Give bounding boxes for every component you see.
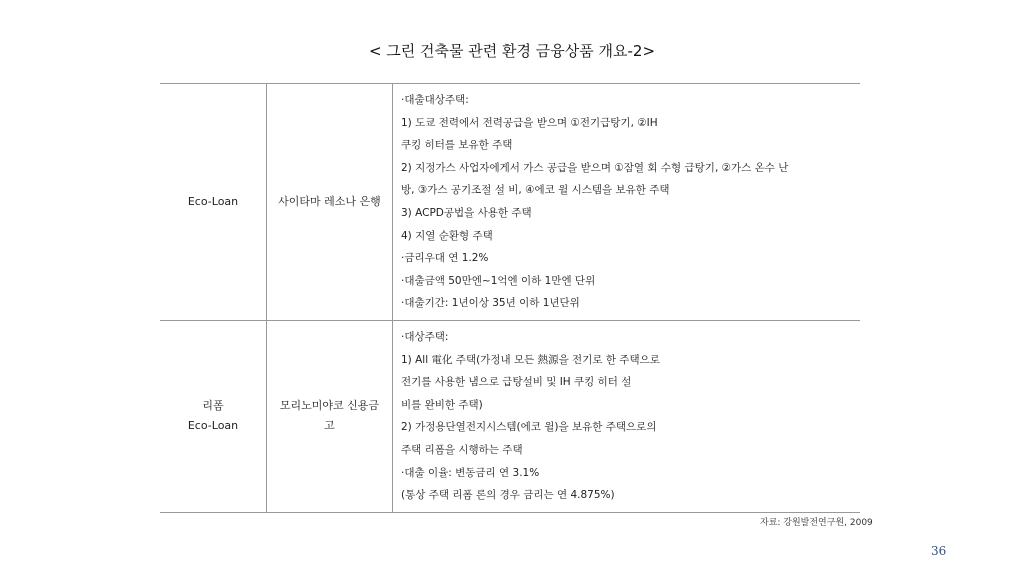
detail-line: (통상 주택 리폼 론의 경우 금리는 연 4.875%)	[401, 489, 615, 502]
detail-line: 2) 가정용단열전지시스템(에코 윌)을 보유한 주택으로의	[401, 421, 657, 434]
loan-products-table	[160, 83, 860, 513]
detail-line: 주택 리폼을 시행하는 주택	[401, 443, 523, 456]
detail-line: 1) All 電化 주택(가정내 모든 熱源을 전기로 한 주택으로	[401, 353, 660, 366]
detail-line: 2) 지정가스 사업자에게서 가스 공급을 받으며 ①잠열 회 수형 급탕기, ②가스 온수 난	[401, 161, 789, 174]
detail-line: 3) ACPD공법을 사용한 주택	[401, 206, 532, 219]
detail-line: ·대출 이율: 변동금리 연 3.1%	[401, 466, 540, 479]
product-name: Eco-Loan	[187, 194, 239, 208]
detail-line: 비를 완비한 주택)	[401, 398, 483, 411]
detail-line: ·금리우대 연 1.2%	[401, 252, 489, 265]
details-cell	[393, 320, 861, 512]
detail-line: 방, ③가스 공기조절 설 비, ④에코 윌 시스템을 보유한 주택	[401, 184, 670, 197]
product-name-cell	[160, 320, 267, 512]
detail-line: 1) 도쿄 전력에서 전력공급을 받으며 ①전기급탕기, ②IH	[401, 116, 658, 129]
product-name: Eco-Loan	[187, 419, 239, 433]
bank-name-cell	[267, 84, 393, 321]
product-name-cell	[160, 84, 267, 321]
page-number: 36	[931, 544, 947, 558]
detail-line: ·대출기간: 1년이상 35년 이하 1년단위	[401, 297, 580, 310]
detail-line: ·대출금액 50만엔~1억엔 이하 1만엔 단위	[401, 274, 596, 287]
detail-line: ·대출대상주택:	[401, 94, 469, 106]
detail-line: ·대상주택:	[401, 330, 449, 343]
table-row	[160, 320, 860, 512]
detail-line: 쿠킹 히터를 보유한 주택	[401, 139, 513, 152]
details-cell	[393, 84, 861, 321]
slide-title: < 그린 건축물 관련 환경 금융상품 개요-2>	[368, 42, 656, 60]
source-note: 자료: 강원발전연구원, 2009	[760, 518, 873, 528]
bank-name: 사이타마 레소나 은행	[278, 194, 381, 208]
bank-name-cell	[267, 320, 393, 512]
bank-name: 고	[324, 419, 335, 433]
detail-line: 전기를 사용한 냄으로 급탕설비 및 IH 쿠킹 히터 설	[401, 376, 632, 389]
detail-line: 4) 지열 순환형 주택	[401, 229, 493, 242]
bank-name: 모리노미야코 신용금	[279, 399, 380, 413]
table-row	[160, 84, 860, 321]
product-name: 리폼	[202, 399, 224, 413]
